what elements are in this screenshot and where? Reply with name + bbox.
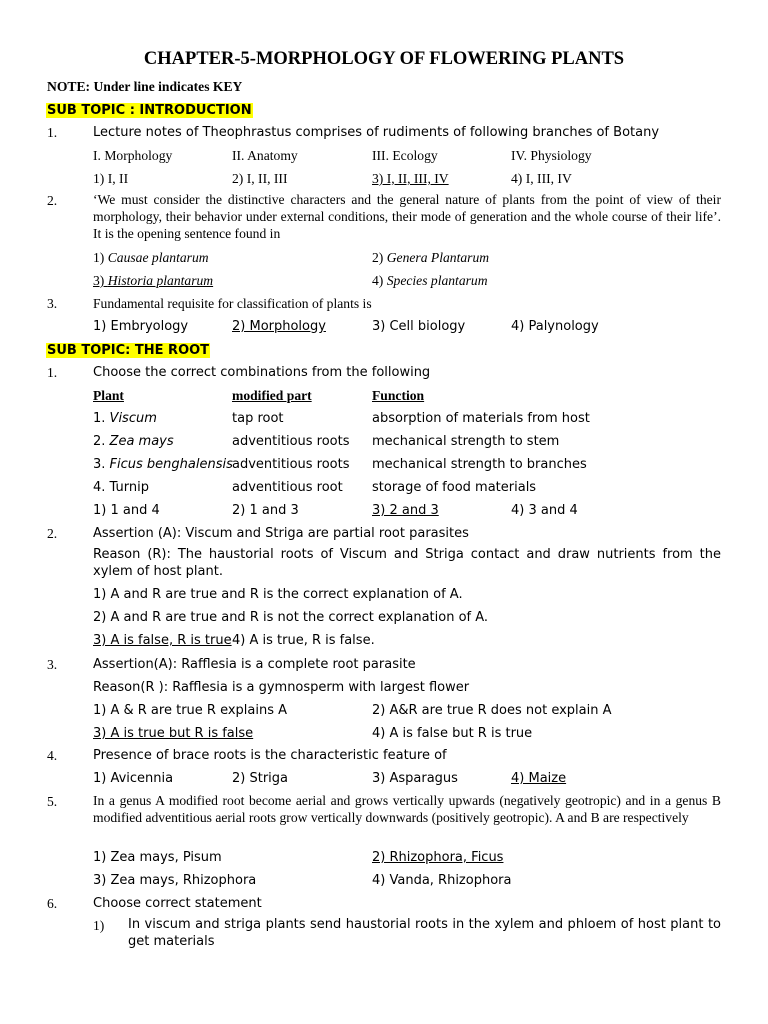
question-number: 2.	[47, 193, 58, 208]
answer-option: 4) I, III, IV	[511, 171, 572, 186]
answer-option: 1) Causae plantarum	[93, 250, 209, 265]
answer-option: 2) Striga	[232, 771, 288, 786]
subtopic-introduction	[46, 101, 253, 119]
table-header-function: Function	[372, 388, 425, 403]
answer-option: 4) Palynology	[511, 319, 599, 334]
answer-option: 2) I, II, III	[232, 171, 288, 186]
question-text: Lecture notes of Theophrastus comprises of rudiments of following branches of Botany	[93, 125, 660, 140]
assertion-text: Assertion(A): Rafflesia is a complete root parasite	[93, 657, 416, 672]
answer-option: 4) A is true, R is false.	[232, 633, 375, 648]
answer-key-option: 2) Rhizophora, Ficus	[372, 850, 504, 865]
answer-key-option: 3) 2 and 3	[372, 503, 439, 518]
table-cell-function: storage of food materials	[372, 480, 537, 495]
answer-key-option: 3) A is false, R is true	[93, 633, 232, 648]
answer-option: 3) Cell biology	[372, 319, 466, 334]
table-cell-function: mechanical strength to branches	[372, 457, 587, 472]
table-cell-function: mechanical strength to stem	[372, 434, 560, 449]
list-item: II. Anatomy	[232, 148, 298, 163]
subtopic-root	[46, 341, 210, 359]
question-number: 3.	[47, 296, 58, 311]
table-cell-part: adventitious roots	[232, 434, 350, 449]
answer-key-option: 2) Morphology	[232, 319, 326, 334]
table-cell-function: absorption of materials from host	[372, 411, 590, 426]
question-text: Choose the correct combinations from the following	[93, 365, 431, 380]
answer-option: 4) Vanda, Rhizophora	[372, 873, 512, 888]
answer-key-option: 3) A is true but R is false	[93, 726, 254, 741]
answer-option: 2) A and R are true and R is not the correct explanation of A.	[93, 610, 489, 625]
answer-option: 1) Avicennia	[93, 771, 174, 786]
question-number: 4.	[47, 748, 58, 763]
question-text: In a genus A modified root become aerial and grows vertically upwards (negatively geotropic) and in a genus B modified adventitious aerial roots grow vertically downwards (positively geotropic). A and B are respectively	[93, 793, 721, 825]
table-cell-part: adventitious roots	[232, 457, 350, 472]
answer-option: 4) A is false but R is true	[372, 726, 533, 741]
question-text: Fundamental requisite for classification of plants is	[93, 296, 372, 311]
list-item: I. Morphology	[93, 148, 173, 163]
list-item: III. Ecology	[372, 148, 438, 163]
question-number: 5.	[47, 794, 58, 809]
answer-option: 1) Zea mays, Pisum	[93, 850, 222, 865]
answer-option: 1) I, II	[93, 171, 129, 186]
question-number: 1.	[47, 125, 58, 140]
answer-option: 2) A&R are true R does not explain A	[372, 703, 612, 718]
list-item: IV. Physiology	[511, 148, 592, 163]
answer-option: 2) 1 and 3	[232, 503, 299, 518]
answer-key-option: 3) Historia plantarum	[93, 273, 214, 288]
answer-option: 1) Embryology	[93, 319, 189, 334]
table-cell-plant: 1. Viscum	[93, 411, 157, 426]
answer-option: 3) Asparagus	[372, 771, 458, 786]
statement-text: In viscum and striga plants send haustorial roots in the xylem and phloem of host plant to get materials	[128, 917, 721, 949]
answer-option: 3) Zea mays, Rhizophora	[93, 873, 257, 888]
question-text: Presence of brace roots is the characteristic feature of	[93, 748, 447, 763]
page-title: CHAPTER-5-MORPHOLOGY OF FLOWERING PLANTS	[143, 49, 625, 69]
answer-option: 4) 3 and 4	[511, 503, 578, 518]
answer-option: 1) A & R are true R explains A	[93, 703, 288, 718]
answer-key-option: 3) I, II, III, IV	[372, 171, 449, 186]
question-number: 1.	[47, 365, 58, 380]
assertion-text: Assertion (A): Viscum and Striga are partial root parasites	[93, 526, 469, 541]
reason-text: Reason (R): The haustorial roots of Viscum and Striga contact and draw nutrients from the xylem of host plant.	[93, 547, 721, 579]
table-cell-plant: 3. Ficus benghalensis	[93, 457, 233, 472]
question-text: ‘We must consider the distinctive characters and the general nature of plants from the point of view of their morphology, their behavior under external conditions, their mode of generation and the whole course of their life’. It is the opening sentence found in	[93, 192, 721, 241]
table-header-modified-part: modified part	[232, 388, 312, 403]
question-text: Choose correct statement	[93, 896, 262, 911]
subtopic-introduction-label: SUB TOPIC : INTRODUCTION	[47, 103, 252, 118]
answer-option: 2) Genera Plantarum	[372, 250, 490, 265]
note-line: NOTE: Under line indicates KEY	[47, 79, 243, 94]
table-header-plant: Plant	[93, 388, 124, 403]
question-number: 6.	[47, 896, 58, 911]
answer-option: 1) 1 and 4	[93, 503, 160, 518]
answer-key-option: 4) Maize	[511, 771, 567, 786]
table-cell-plant: 4. Turnip	[93, 480, 149, 495]
sub-question-number: 1)	[93, 918, 105, 933]
question-number: 3.	[47, 657, 58, 672]
table-cell-part: adventitious root	[232, 480, 343, 495]
table-cell-plant: 2. Zea mays	[93, 434, 174, 449]
question-number: 2.	[47, 526, 58, 541]
table-cell-part: tap root	[232, 411, 284, 426]
answer-option: 4) Species plantarum	[372, 273, 488, 288]
subtopic-root-label: SUB TOPIC: THE ROOT	[47, 343, 210, 358]
reason-text: Reason(R ): Rafflesia is a gymnosperm with largest flower	[93, 680, 470, 695]
answer-option: 1) A and R are true and R is the correct explanation of A.	[93, 587, 463, 602]
